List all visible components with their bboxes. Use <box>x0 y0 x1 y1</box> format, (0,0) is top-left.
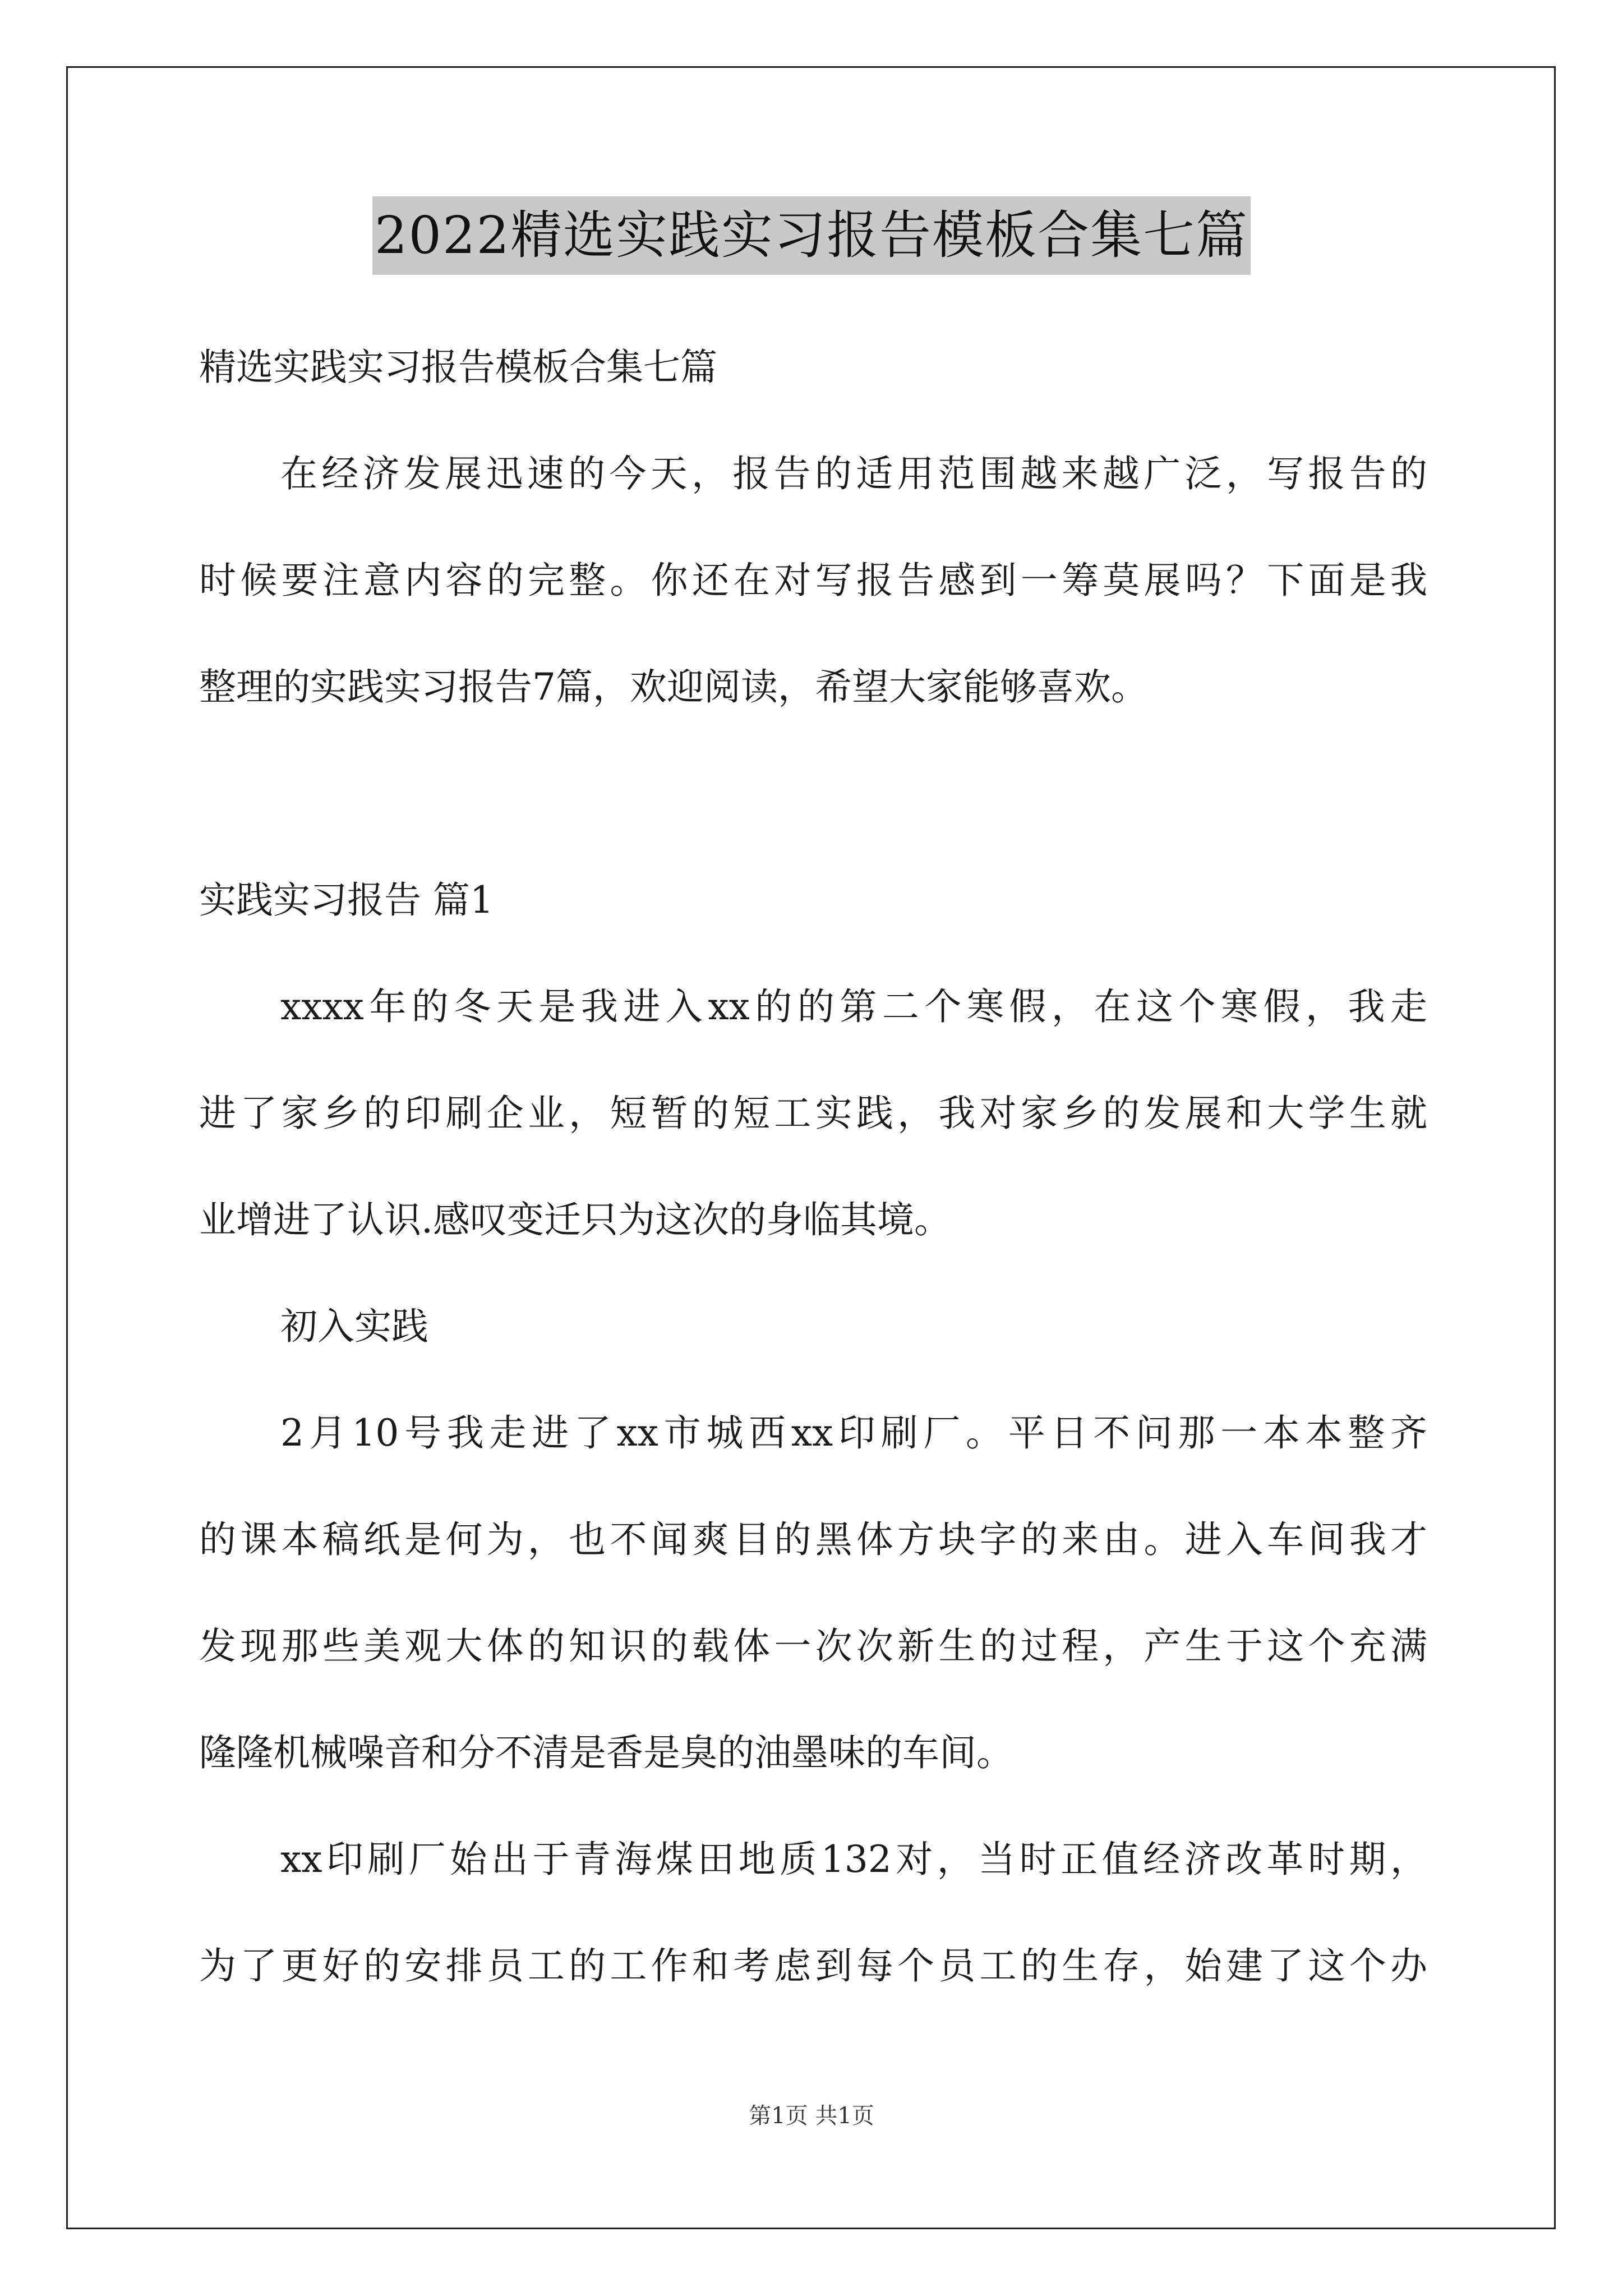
page-footer: 第1页 共1页 <box>749 2103 874 2129</box>
intro-line-2: 时候要注意内容的完整。你还在对写报告感到一筹莫展吗？下面是我 <box>199 559 1427 602</box>
paragraph-1-line-1: xxxx年的冬天是我进入xx的的第二个寒假，在这个寒假，我走 <box>280 985 1427 1028</box>
paragraph-2-line-4: 隆隆机械噪音和分不清是香是臭的油墨味的车间。 <box>199 1731 1013 1774</box>
spacer <box>199 740 1427 847</box>
paragraph-1-line-2: 进了家乡的印刷企业，短暂的短工实践，我对家乡的发展和大学生就 <box>199 1092 1427 1135</box>
document-title: 2022精选实践实习报告模板合集七篇 <box>372 196 1251 275</box>
paragraph-2-line-1: 2月10号我走进了xx市城西xx印刷厂。平日不问那一本本整齐 <box>280 1411 1427 1455</box>
document-body <box>199 314 1427 2019</box>
paragraph-2-line-2: 的课本稿纸是何为，也不闻爽目的黑体方块字的来由。进入车间我才 <box>199 1518 1427 1561</box>
title-container <box>0 196 1623 275</box>
intro-line-1: 在经济发展迅速的今天，报告的适用范围越来越广泛，写报告的 <box>280 452 1427 495</box>
paragraph-1-line-3: 业增进了认识.感叹变迁只为这次的身临其境。 <box>199 1198 951 1241</box>
paragraph-2-line-3: 发现那些美观大体的知识的载体一次次新生的过程，产生于这个充满 <box>199 1625 1427 1668</box>
paragraph-3-line-2: 为了更好的安排员工的工作和考虑到每个员工的生存，始建了这个办 <box>199 1944 1427 1987</box>
paragraph-3-line-1: xx印刷厂始出于青海煤田地质132对，当时正值经济改革时期， <box>280 1838 1427 1881</box>
subtitle: 精选实践实习报告模板合集七篇 <box>199 346 717 389</box>
intro-line-3: 整理的实践实习报告7篇，欢迎阅读，希望大家能够喜欢。 <box>199 665 1148 708</box>
subheading: 初入实践 <box>280 1305 428 1348</box>
section-heading: 实践实习报告 篇1 <box>199 878 494 922</box>
